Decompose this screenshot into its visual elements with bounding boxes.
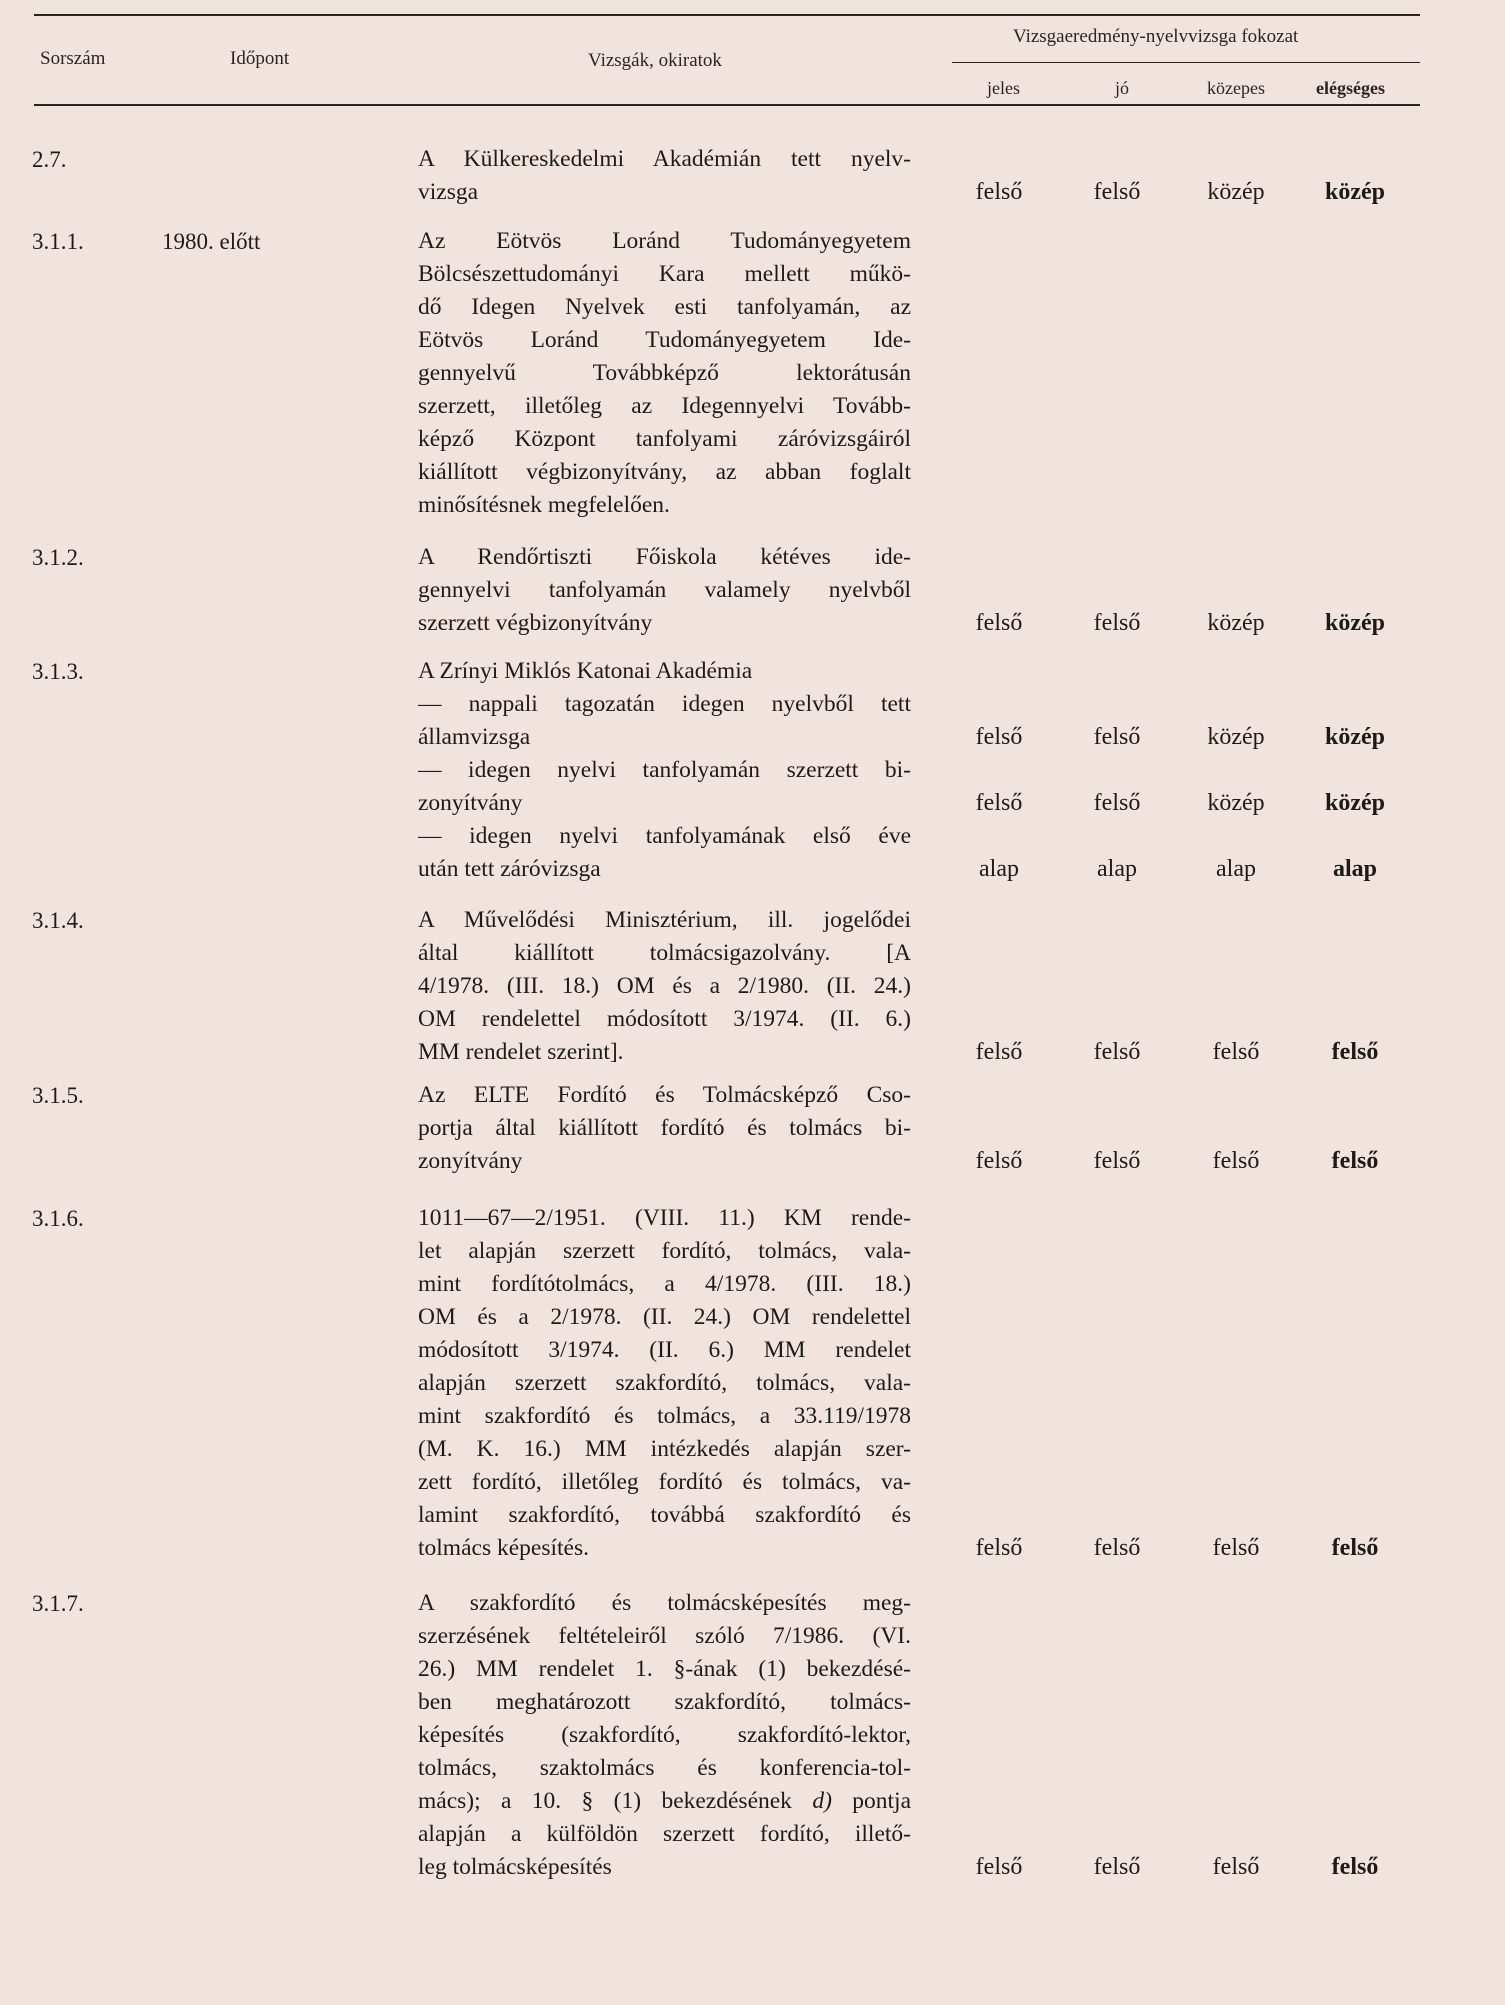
row-number: 3.1.4. [32, 908, 84, 933]
row-description [418, 225, 911, 522]
description-line: 4/1978. (III. 18.) OM és a 2/1980. (II. 24.) [418, 973, 911, 999]
description-line: képesítés (szakfordító, szakfordító-lektor, [418, 1722, 911, 1748]
grade-row [940, 607, 1420, 640]
results-rule [952, 62, 1420, 63]
grade-value: alap [1216, 856, 1256, 882]
grade-row [940, 1532, 1420, 1565]
grade-value: felső [1331, 1854, 1379, 1880]
header-col-date: Időpont [230, 48, 290, 69]
description-line: OM rendelettel módosított 3/1974. (II. 6.) [418, 1006, 911, 1032]
grade-value: felső [1093, 790, 1141, 816]
description-line: tolmács, szaktolmács és konferencia-tol- [418, 1755, 911, 1781]
header-col-exams: Vizsgák, okiratok [588, 50, 722, 71]
grade-value: felső [1093, 724, 1141, 750]
grade-value: közép [1207, 790, 1265, 816]
grade-value: felső [1093, 1148, 1141, 1174]
description-line: mint szakfordító és tolmács, a 33.119/1978 [418, 1403, 911, 1429]
grade-value: felső [1093, 1854, 1141, 1880]
description-line: portja által kiállított fordító és tolmács bi- [418, 1115, 911, 1141]
grade-value: felső [1212, 1148, 1260, 1174]
grade-value: alap [1097, 856, 1137, 882]
grade-value: közép [1325, 179, 1385, 205]
description-line: szerzett, illetőleg az Idegennyelvi Tovább- [418, 393, 911, 419]
grade-value: felső [1212, 1854, 1260, 1880]
grade-value: alap [979, 856, 1019, 882]
description-line: 26.) MM rendelet 1. §-ának (1) bekezdésé- [418, 1656, 911, 1682]
grade-value: felső [975, 1535, 1023, 1561]
description-line: — idegen nyelvi tanfolyamának első éve [418, 823, 911, 849]
row-description [418, 1587, 911, 1884]
grade-row [940, 176, 1420, 209]
description-line: államvizsga [418, 724, 531, 750]
row-description [418, 1202, 911, 1565]
description-line: alapján a külföldön szerzett fordító, illető- [418, 1821, 911, 1847]
description-line: gennyelvi tanfolyamán valamely nyelvből [418, 577, 911, 603]
description-line: zonyítvány [418, 1148, 523, 1174]
grade-value: felső [1093, 1535, 1141, 1561]
description-line: — nappali tagozatán idegen nyelvből tett [418, 691, 911, 717]
grade-value: felső [1331, 1039, 1379, 1065]
row-description [418, 143, 911, 209]
description-line: minősítésnek megfelelően. [418, 492, 670, 518]
description-line: OM és a 2/1978. (II. 24.) OM rendelettel [418, 1304, 911, 1330]
header-grade-average: közepes [1207, 78, 1265, 98]
description-line: dő Idegen Nyelvek esti tanfolyamán, az [418, 294, 911, 320]
description-line: tolmács képesítés. [418, 1535, 589, 1561]
grade-value: felső [975, 1854, 1023, 1880]
description-line: Az ELTE Fordító és Tolmácsképző Cso- [418, 1082, 911, 1108]
grade-value: felső [975, 724, 1023, 750]
row-number: 3.1.1. [32, 229, 84, 254]
header-col-number: Sorszám [40, 48, 106, 69]
grade-value: felső [1093, 610, 1141, 636]
description-line: gennyelvű Továbbképző lektorátusán [418, 360, 911, 386]
description-line: 1011—67—2/1951. (VIII. 11.) KM rende- [418, 1205, 911, 1231]
row-number: 3.1.6. [32, 1206, 84, 1231]
description-line: Eötvös Loránd Tudományegyetem Ide- [418, 327, 911, 353]
description-line: mint fordítótolmács, a 4/1978. (III. 18.) [418, 1271, 911, 1297]
top-rule [34, 14, 1420, 16]
description-line: mács); a 10. § (1) bekezdésének d) pontja [418, 1788, 911, 1814]
grade-value: felső [1093, 1039, 1141, 1065]
grade-value: közép [1325, 790, 1385, 816]
description-line: ben meghatározott szakfordító, tolmács- [418, 1689, 911, 1715]
grade-value: közép [1207, 610, 1265, 636]
grade-value: felső [975, 790, 1023, 816]
row-description [418, 904, 911, 1069]
description-line: A Külkereskedelmi Akadémián tett nyelv- [418, 146, 911, 172]
row-number: 3.1.7. [32, 1591, 84, 1616]
description-line: A Művelődési Minisztérium, ill. jogelődei [418, 907, 911, 933]
row-number: 3.1.5. [32, 1083, 84, 1108]
description-line: képző Központ tanfolyami záróvizsgáiról [418, 426, 911, 452]
grade-value: felső [975, 1039, 1023, 1065]
grade-row [940, 1145, 1420, 1178]
grade-value: felső [1331, 1535, 1379, 1561]
grade-row [940, 853, 1420, 886]
grade-value: közép [1207, 179, 1265, 205]
description-line: A Zrínyi Miklós Katonai Akadémia [418, 658, 753, 684]
grade-value: közép [1325, 724, 1385, 750]
description-line: A Rendőrtiszti Főiskola kétéves ide- [418, 544, 911, 570]
description-line: szerzett végbizonyítvány [418, 610, 653, 636]
description-line: — idegen nyelvi tanfolyamán szerzett bi- [418, 757, 911, 783]
grade-value: alap [1332, 856, 1377, 882]
description-line: által kiállított tolmácsigazolvány. [A [418, 940, 911, 966]
row-number: 2.7. [32, 147, 67, 172]
description-line: lamint szakfordító, továbbá szakfordító és [418, 1502, 911, 1528]
grade-value: felső [1331, 1148, 1379, 1174]
row-description [418, 655, 911, 886]
header-grade-sufficient: elégséges [1316, 78, 1385, 98]
description-line: zonyítvány [418, 790, 523, 816]
description-line: módosított 3/1974. (II. 6.) MM rendelet [418, 1337, 911, 1363]
row-number: 3.1.3. [32, 659, 84, 684]
grade-row [940, 1851, 1420, 1884]
row-description [418, 541, 911, 640]
grade-value: felső [975, 1148, 1023, 1174]
grade-value: felső [975, 610, 1023, 636]
description-line: let alapján szerzett fordító, tolmács, vala- [418, 1238, 911, 1264]
description-line: után tett záróvizsga [418, 856, 601, 882]
grade-value: közép [1325, 610, 1385, 636]
header-col-results: Vizsgaeredmény-nyelvvizsga fokozat [1013, 26, 1299, 47]
row-number: 3.1.2. [32, 545, 84, 570]
description-line: Az Eötvös Loránd Tudományegyetem [418, 228, 911, 254]
grade-value: felső [1212, 1039, 1260, 1065]
description-line: Bölcsészettudományi Kara mellett műkö- [418, 261, 911, 287]
header-bottom-rule [34, 104, 1420, 106]
header-grade-good: jó [1115, 78, 1130, 98]
row-date: 1980. előtt [162, 229, 261, 254]
grade-value: közép [1207, 724, 1265, 750]
grade-row [940, 1036, 1420, 1069]
description-line: vizsga [418, 179, 479, 205]
description-line: zett fordító, illetőleg fordító és tolmács, va- [418, 1469, 911, 1495]
grade-value: felső [1093, 179, 1141, 205]
description-line: szerzésének feltételeiről szóló 7/1986. (VI. [418, 1623, 911, 1649]
grade-value: felső [975, 179, 1023, 205]
grade-row [940, 721, 1420, 754]
header-grade-excellent: jeles [987, 78, 1020, 98]
description-line: MM rendelet szerint]. [418, 1039, 624, 1065]
description-line: (M. K. 16.) MM intézkedés alapján szer- [418, 1436, 911, 1462]
grade-row [940, 787, 1420, 820]
description-line: leg tolmácsképesítés [418, 1854, 612, 1880]
grade-value: felső [1212, 1535, 1260, 1561]
description-line: A szakfordító és tolmácsképesítés meg- [418, 1590, 911, 1616]
description-line: alapján szerzett szakfordító, tolmács, vala- [418, 1370, 911, 1396]
description-line: kiállított végbizonyítvány, az abban foglalt [418, 459, 911, 485]
row-description [418, 1079, 911, 1178]
